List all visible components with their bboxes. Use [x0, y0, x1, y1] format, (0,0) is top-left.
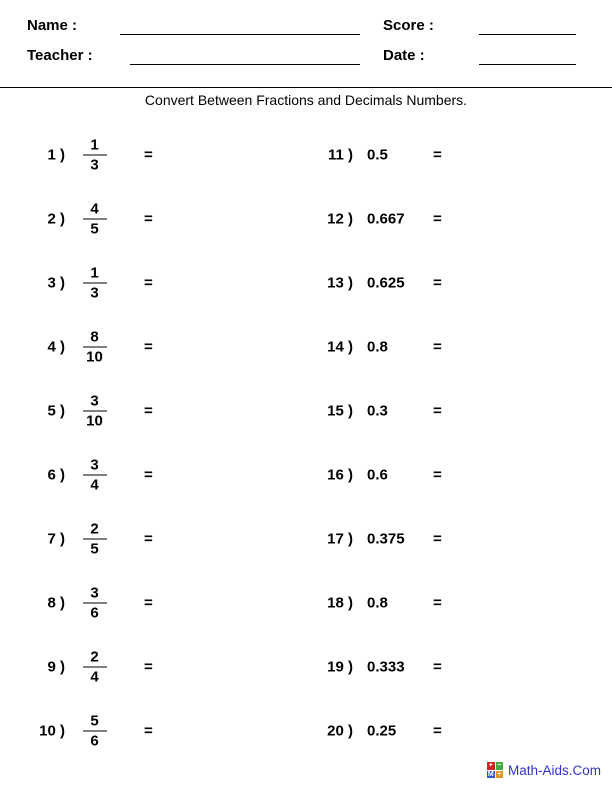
problem-number: 19 ): [327, 658, 353, 676]
decimal-value: 0.667: [367, 210, 405, 228]
equals-sign: =: [433, 210, 442, 228]
equals-sign: =: [144, 530, 153, 548]
fraction-denominator: 4: [90, 668, 99, 686]
equals-sign: =: [144, 722, 153, 740]
date-input-line[interactable]: [479, 50, 576, 65]
fraction-denominator: 4: [90, 476, 99, 494]
math-aids-link[interactable]: Math-Aids.Com: [508, 762, 602, 778]
problem-row: [0, 571, 612, 635]
decimal-value: 0.8: [367, 338, 388, 356]
equals-sign: =: [433, 466, 442, 484]
worksheet-title: Convert Between Fractions and Decimals Numbers.: [144, 92, 468, 108]
problem-number: 12 ): [327, 210, 353, 228]
problem-row: [0, 187, 612, 251]
problem-number: 20 ): [327, 722, 353, 740]
fraction-bar: [83, 731, 107, 732]
equals-sign: =: [433, 658, 442, 676]
fraction-bar: [83, 347, 107, 348]
fraction-numerator: 2: [90, 520, 99, 538]
equals-sign: =: [433, 594, 442, 612]
score-input-line[interactable]: [479, 20, 576, 35]
equals-sign: =: [144, 146, 153, 164]
equals-sign: =: [433, 338, 442, 356]
equals-sign: =: [144, 210, 153, 228]
footer: [487, 762, 601, 778]
problem-number: 8 ): [47, 594, 65, 612]
fraction: [72, 393, 117, 430]
problem-row: [0, 251, 612, 315]
problem-row: [0, 507, 612, 571]
problem-number: 6 ): [47, 466, 65, 484]
fraction: [72, 329, 117, 366]
fraction-numerator: 3: [90, 584, 99, 602]
fraction-denominator: 6: [90, 732, 99, 750]
equals-sign: =: [144, 594, 153, 612]
problem-row: [0, 443, 612, 507]
date-label: Date :: [383, 47, 425, 64]
teacher-input-line[interactable]: [130, 50, 360, 65]
problem-number: 10 ): [39, 722, 65, 740]
problem-number: 3 ): [47, 274, 65, 292]
fraction-bar: [83, 155, 107, 156]
fraction-numerator: 8: [90, 328, 99, 346]
problem-number: 2 ): [47, 210, 65, 228]
plus-tile-icon: +: [488, 762, 493, 769]
divide-tile-icon: ÷: [497, 770, 502, 778]
fraction-numerator: 5: [90, 712, 99, 730]
problem-number: 7 ): [47, 530, 65, 548]
problem-row: [0, 635, 612, 699]
fraction: [72, 137, 117, 174]
problem-row: [0, 315, 612, 379]
problem-number: 1 ): [47, 146, 65, 164]
header-divider: [0, 87, 612, 88]
fraction-numerator: 2: [90, 648, 99, 666]
math-aids-logo-icon: [487, 762, 503, 778]
fraction-denominator: 3: [90, 284, 99, 302]
problem-number: 9 ): [47, 658, 65, 676]
decimal-value: 0.3: [367, 402, 388, 420]
fraction-bar: [83, 667, 107, 668]
fraction-numerator: 1: [90, 136, 99, 154]
decimal-value: 0.5: [367, 146, 388, 164]
problem-number: 14 ): [327, 338, 353, 356]
fraction: [72, 713, 117, 750]
fraction: [72, 585, 117, 622]
fraction: [72, 521, 117, 558]
equals-sign: =: [144, 658, 153, 676]
equals-sign: =: [144, 274, 153, 292]
decimal-value: 0.375: [367, 530, 405, 548]
problem-number: 11 ): [327, 146, 353, 164]
problem-number: 15 ): [327, 402, 353, 420]
problems-grid: [0, 123, 612, 763]
equals-sign: =: [144, 402, 153, 420]
problem-row: [0, 379, 612, 443]
fraction-denominator: 5: [90, 220, 99, 238]
fraction-numerator: 4: [90, 200, 99, 218]
fraction-numerator: 3: [90, 392, 99, 410]
name-label: Name :: [27, 17, 78, 34]
equals-sign: =: [433, 530, 442, 548]
fraction: [72, 649, 117, 686]
equals-sign: =: [433, 402, 442, 420]
problem-row: [0, 123, 612, 187]
decimal-value: 0.25: [367, 722, 397, 740]
decimal-value: 0.625: [367, 274, 405, 292]
fraction-denominator: 5: [90, 540, 99, 558]
problem-number: 18 ): [327, 594, 353, 612]
fraction-bar: [83, 411, 107, 412]
score-label: Score :: [383, 17, 434, 34]
equals-sign: =: [144, 466, 153, 484]
fraction-denominator: 6: [90, 604, 99, 622]
teacher-label: Teacher :: [27, 47, 93, 64]
fraction-bar: [83, 219, 107, 220]
equals-sign: =: [433, 722, 442, 740]
decimal-value: 0.333: [367, 658, 405, 676]
fraction-denominator: 10: [86, 412, 103, 430]
equals-sign: =: [144, 338, 153, 356]
decimal-value: 0.8: [367, 594, 388, 612]
fraction-numerator: 1: [90, 264, 99, 282]
m-tile-icon: M: [487, 770, 494, 778]
problem-number: 5 ): [47, 402, 65, 420]
problem-number: 16 ): [327, 466, 353, 484]
fraction-bar: [83, 539, 107, 540]
name-input-line[interactable]: [120, 20, 360, 35]
minus-tile-icon: −: [497, 762, 502, 769]
fraction: [72, 457, 117, 494]
fraction-denominator: 10: [86, 348, 103, 366]
fraction: [72, 265, 117, 302]
fraction-bar: [83, 475, 107, 476]
fraction-bar: [83, 603, 107, 604]
problem-number: 17 ): [327, 530, 353, 548]
decimal-value: 0.6: [367, 466, 388, 484]
equals-sign: =: [433, 274, 442, 292]
fraction-denominator: 3: [90, 156, 99, 174]
equals-sign: =: [433, 146, 442, 164]
problem-row: [0, 699, 612, 763]
fraction: [72, 201, 117, 238]
problem-number: 4 ): [47, 338, 65, 356]
problem-number: 13 ): [327, 274, 353, 292]
fraction-bar: [83, 283, 107, 284]
fraction-numerator: 3: [90, 456, 99, 474]
